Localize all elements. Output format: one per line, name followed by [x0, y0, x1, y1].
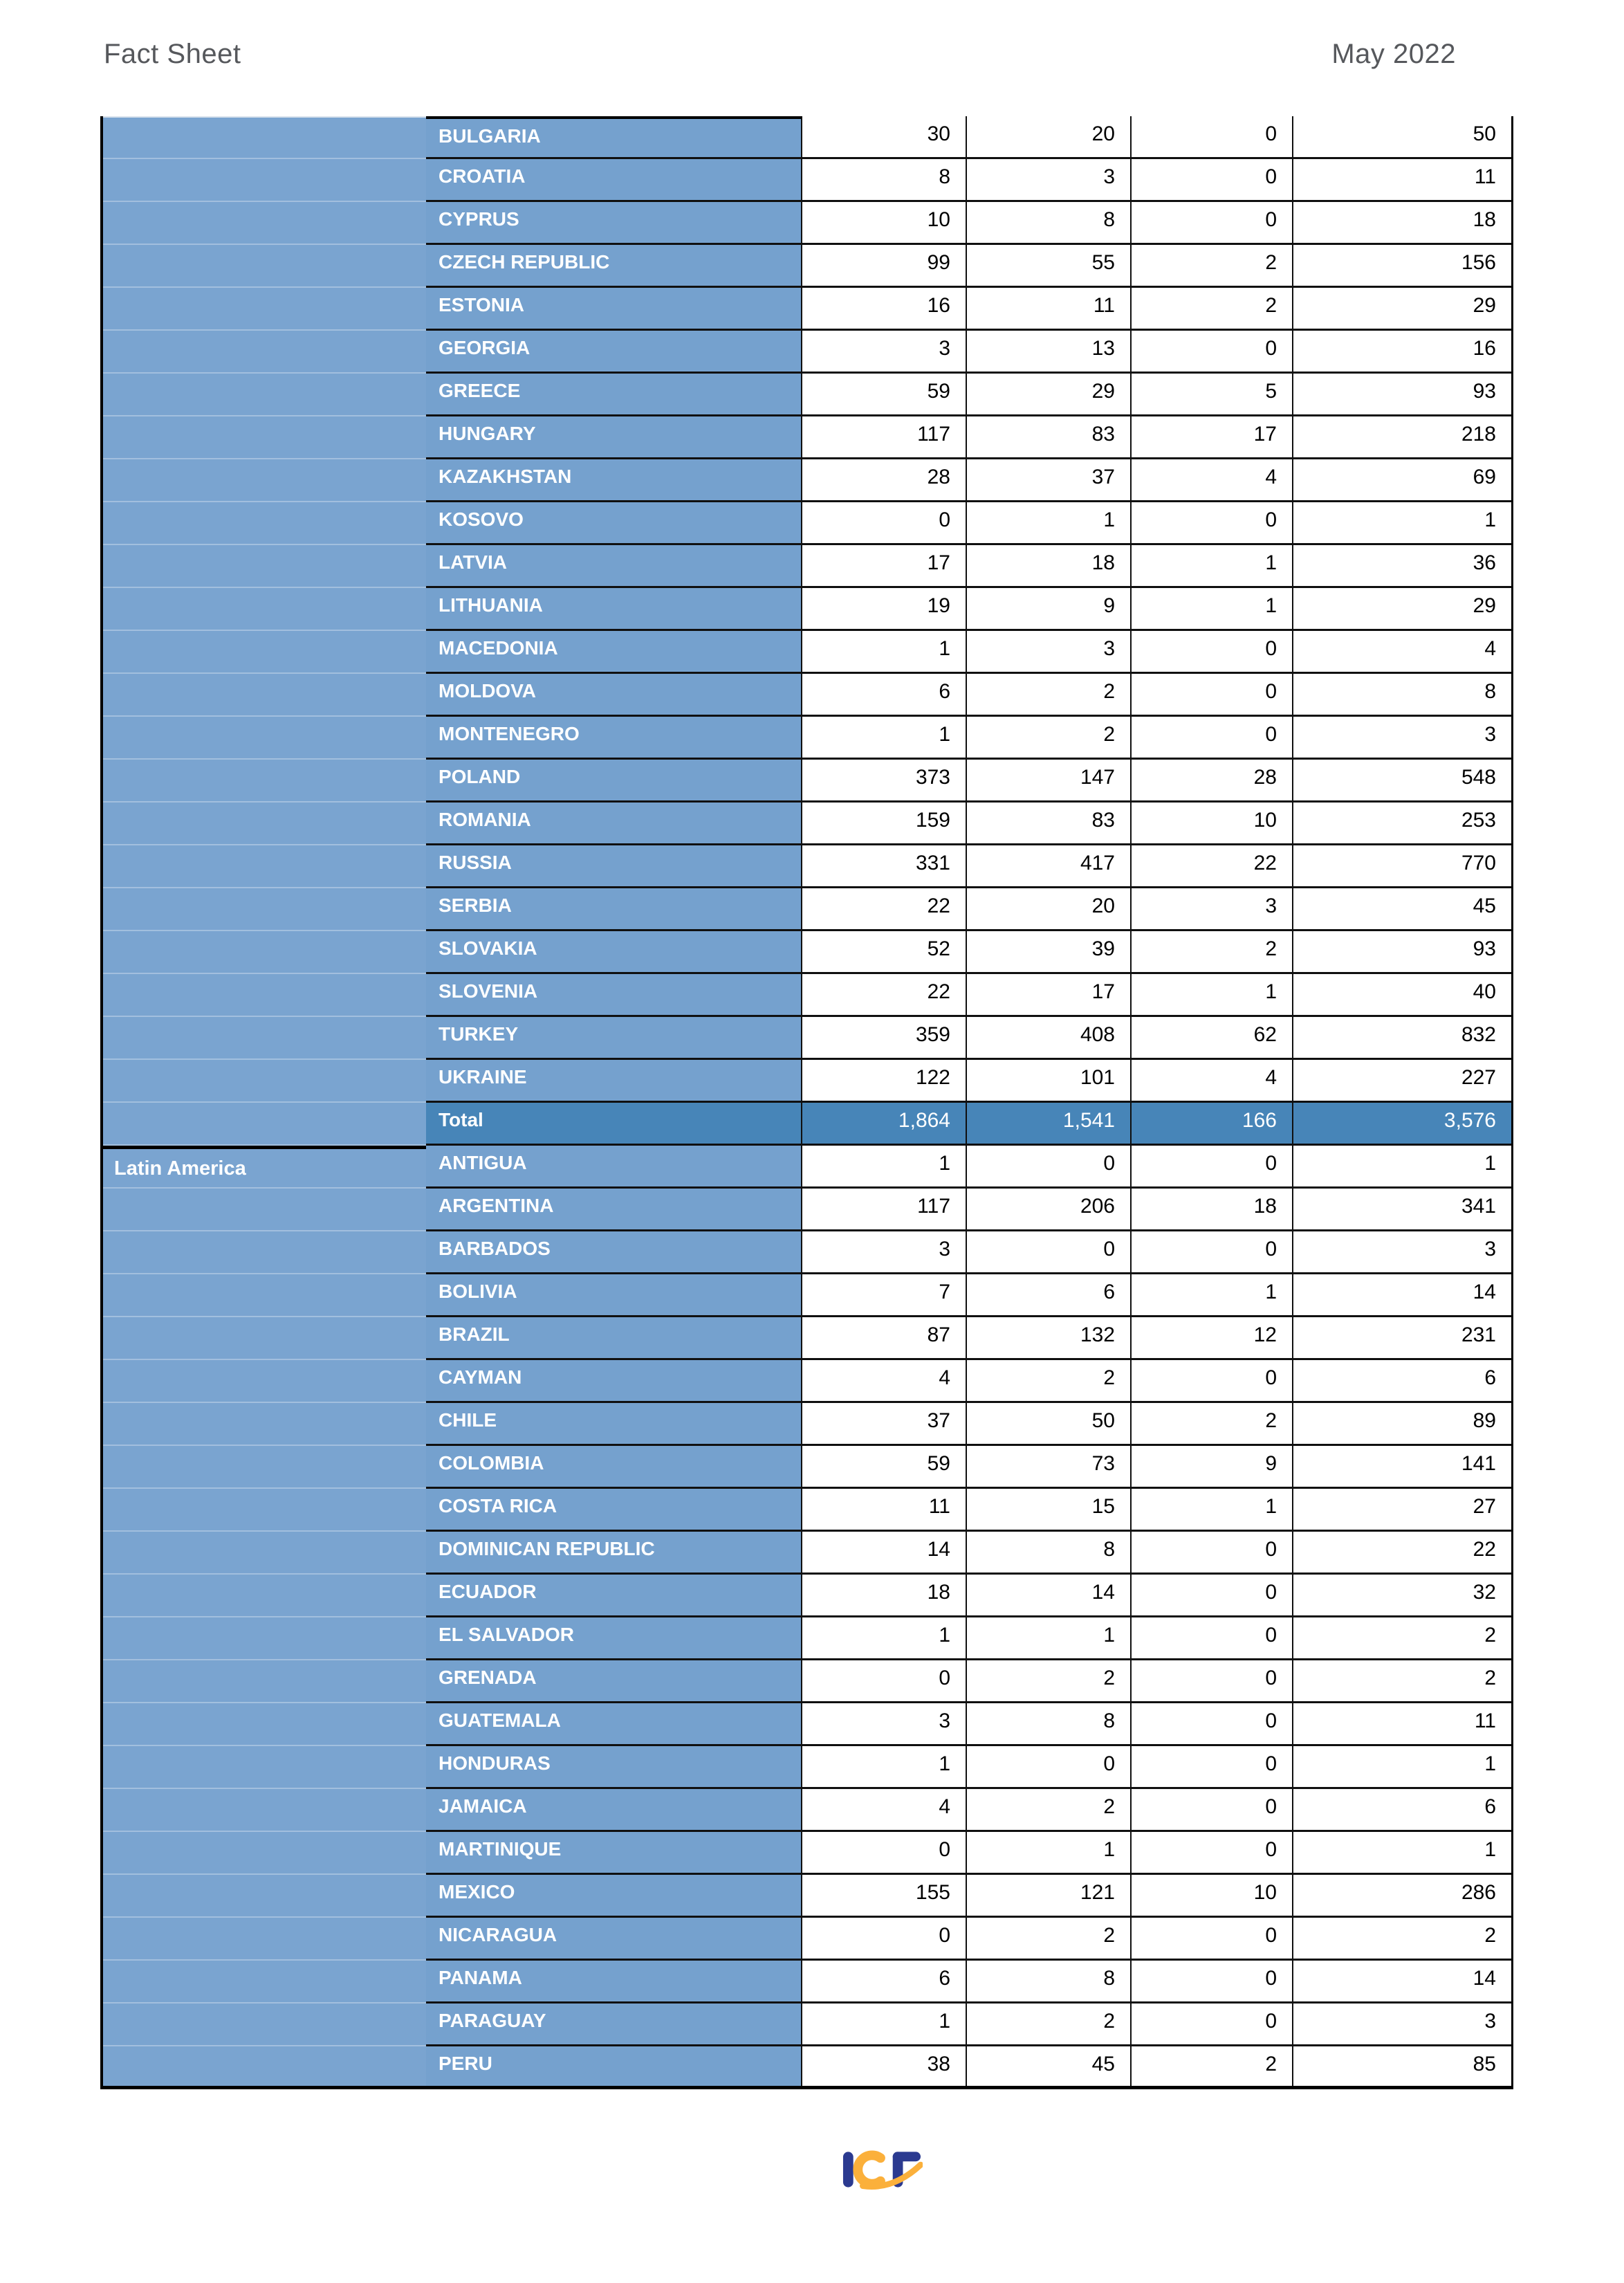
- value-cell: 62: [1132, 1017, 1293, 1058]
- value-cell: 1: [1293, 1832, 1511, 1873]
- value-cell: 45: [1293, 888, 1511, 929]
- logo-letter-i: [843, 2152, 853, 2187]
- value-cell: 408: [967, 1017, 1132, 1058]
- value-cell: 1: [802, 2004, 967, 2044]
- country-cell: NICARAGUA: [426, 1918, 802, 1959]
- value-cell: 2: [967, 674, 1132, 715]
- value-cell: 13: [967, 331, 1132, 372]
- value-cell: 1: [1132, 974, 1293, 1015]
- table-row: [426, 1875, 1511, 1918]
- table-row: [426, 760, 1511, 803]
- value-cell: 22: [1293, 1532, 1511, 1573]
- value-cell: 2: [967, 1360, 1132, 1401]
- table-row: [426, 717, 1511, 760]
- value-cell: 2: [1132, 288, 1293, 329]
- value-cell: 89: [1293, 1403, 1511, 1444]
- value-cell: 417: [967, 845, 1132, 886]
- value-cell: 8: [967, 1961, 1132, 2001]
- value-cell: 0: [967, 1746, 1132, 1787]
- value-cell: 0: [1132, 1746, 1293, 1787]
- value-cell: 0: [1132, 1617, 1293, 1658]
- country-cell: KOSOVO: [426, 502, 802, 543]
- country-cell: HONDURAS: [426, 1746, 802, 1787]
- value-cell: 19: [802, 588, 967, 629]
- value-cell: 1: [1132, 1274, 1293, 1315]
- value-cell: 0: [1132, 502, 1293, 543]
- value-cell: 30: [802, 116, 967, 157]
- value-cell: 45: [967, 2046, 1132, 2086]
- value-cell: 59: [802, 1446, 967, 1487]
- value-cell: 6: [967, 1274, 1132, 1315]
- table-row: [426, 245, 1511, 288]
- country-cell: PARAGUAY: [426, 2004, 802, 2044]
- value-cell: 206: [967, 1189, 1132, 1229]
- value-cell: 218: [1293, 416, 1511, 457]
- value-cell: 1: [967, 1832, 1132, 1873]
- value-cell: 29: [1293, 288, 1511, 329]
- value-cell: 37: [967, 459, 1132, 500]
- country-cell: SLOVENIA: [426, 974, 802, 1015]
- value-cell: 3,576: [1293, 1103, 1511, 1144]
- value-cell: 2: [967, 2004, 1132, 2044]
- table-row: [426, 1017, 1511, 1060]
- value-cell: 2: [1132, 931, 1293, 972]
- value-cell: 83: [967, 416, 1132, 457]
- table-row: [426, 159, 1511, 202]
- country-cell: EL SALVADOR: [426, 1617, 802, 1658]
- value-cell: 36: [1293, 545, 1511, 586]
- value-cell: 1: [1293, 502, 1511, 543]
- value-cell: 32: [1293, 1575, 1511, 1615]
- value-cell: 1: [967, 1617, 1132, 1658]
- table-row: [426, 931, 1511, 974]
- country-cell: Total: [426, 1103, 802, 1144]
- value-cell: 132: [967, 1317, 1132, 1358]
- value-cell: 22: [1132, 845, 1293, 886]
- page-title: Fact Sheet: [104, 39, 241, 69]
- country-cell: RUSSIA: [426, 845, 802, 886]
- region-cell-latin-america: [103, 1146, 426, 2089]
- page-date: May 2022: [1331, 39, 1456, 69]
- value-cell: 3: [802, 1703, 967, 1744]
- country-cell: UKRAINE: [426, 1060, 802, 1101]
- value-cell: 6: [1293, 1360, 1511, 1401]
- value-cell: 101: [967, 1060, 1132, 1101]
- value-cell: 1: [802, 717, 967, 758]
- value-cell: 12: [1132, 1317, 1293, 1358]
- country-table: [100, 116, 1513, 2089]
- table-row: [426, 1146, 1511, 1189]
- value-cell: 2: [967, 1918, 1132, 1959]
- table-row: [426, 1961, 1511, 2004]
- table-row: [426, 1832, 1511, 1875]
- value-cell: 147: [967, 760, 1132, 800]
- table-row: [426, 588, 1511, 631]
- country-cell: HUNGARY: [426, 416, 802, 457]
- table-row: [426, 116, 1511, 159]
- country-cell: CROATIA: [426, 159, 802, 200]
- value-cell: 1: [802, 631, 967, 672]
- region-cell-europe: [103, 116, 426, 1146]
- value-cell: 28: [1132, 760, 1293, 800]
- country-cell: LATVIA: [426, 545, 802, 586]
- value-cell: 0: [1132, 1961, 1293, 2001]
- value-cell: 4: [802, 1789, 967, 1830]
- value-cell: 832: [1293, 1017, 1511, 1058]
- value-cell: 359: [802, 1017, 967, 1058]
- value-cell: 11: [802, 1489, 967, 1530]
- value-cell: 6: [1293, 1789, 1511, 1830]
- value-cell: 286: [1293, 1875, 1511, 1916]
- country-cell: POLAND: [426, 760, 802, 800]
- value-cell: 50: [1293, 116, 1511, 157]
- table-row: [426, 374, 1511, 416]
- table-row: [426, 1189, 1511, 1231]
- table-row: [426, 1660, 1511, 1703]
- value-cell: 17: [802, 545, 967, 586]
- country-cell: BARBADOS: [426, 1231, 802, 1272]
- table-row: [426, 803, 1511, 845]
- value-cell: 141: [1293, 1446, 1511, 1487]
- table-row: [426, 974, 1511, 1017]
- value-cell: 8: [967, 1703, 1132, 1744]
- country-cell: CYPRUS: [426, 202, 802, 243]
- value-cell: 122: [802, 1060, 967, 1101]
- value-cell: 28: [802, 459, 967, 500]
- table-row-total: [426, 1103, 1511, 1146]
- country-cell: BRAZIL: [426, 1317, 802, 1358]
- value-cell: 18: [1293, 202, 1511, 243]
- value-cell: 59: [802, 374, 967, 414]
- value-cell: 20: [967, 116, 1132, 157]
- value-cell: 37: [802, 1403, 967, 1444]
- value-cell: 10: [1132, 803, 1293, 843]
- value-cell: 1: [1293, 1146, 1511, 1186]
- value-cell: 29: [967, 374, 1132, 414]
- value-cell: 29: [1293, 588, 1511, 629]
- table-row: [426, 1575, 1511, 1617]
- country-cell: ARGENTINA: [426, 1189, 802, 1229]
- value-cell: 18: [1132, 1189, 1293, 1229]
- table-row: [426, 845, 1511, 888]
- logo-letter-c: [858, 2155, 880, 2183]
- region-label: Latin America: [114, 1157, 246, 1180]
- logo-letter-f-bar: [893, 2152, 921, 2161]
- value-cell: 1: [1132, 1489, 1293, 1530]
- value-cell: 0: [802, 1918, 967, 1959]
- value-cell: 11: [1293, 1703, 1511, 1744]
- table-row: [426, 1446, 1511, 1489]
- value-cell: 83: [967, 803, 1132, 843]
- value-cell: 4: [1293, 631, 1511, 672]
- value-cell: 331: [802, 845, 967, 886]
- country-cell: DOMINICAN REPUBLIC: [426, 1532, 802, 1573]
- value-cell: 0: [1132, 1832, 1293, 1873]
- value-cell: 22: [802, 974, 967, 1015]
- country-cell: BULGARIA: [426, 116, 802, 157]
- value-cell: 2: [1132, 1403, 1293, 1444]
- value-cell: 2: [1132, 2046, 1293, 2086]
- country-cell: GEORGIA: [426, 331, 802, 372]
- country-cell: PERU: [426, 2046, 802, 2086]
- value-cell: 18: [967, 545, 1132, 586]
- table-row: [426, 674, 1511, 717]
- table-row: [426, 331, 1511, 374]
- value-cell: 99: [802, 245, 967, 286]
- country-cell: SERBIA: [426, 888, 802, 929]
- table-row: [426, 1489, 1511, 1532]
- region-column: [100, 116, 426, 2089]
- table-row: [426, 1231, 1511, 1274]
- table-row: [426, 1746, 1511, 1789]
- value-cell: 117: [802, 416, 967, 457]
- value-cell: 9: [967, 588, 1132, 629]
- value-cell: 2: [967, 717, 1132, 758]
- value-cell: 341: [1293, 1189, 1511, 1229]
- value-cell: 85: [1293, 2046, 1511, 2086]
- table-row: [426, 202, 1511, 245]
- value-cell: 38: [802, 2046, 967, 2086]
- country-cell: MONTENEGRO: [426, 717, 802, 758]
- table-row: [426, 1274, 1511, 1317]
- value-cell: 227: [1293, 1060, 1511, 1101]
- value-cell: 166: [1132, 1103, 1293, 1144]
- value-cell: 11: [1293, 159, 1511, 200]
- value-cell: 22: [802, 888, 967, 929]
- value-cell: 6: [802, 1961, 967, 2001]
- country-cell: ANTIGUA: [426, 1146, 802, 1186]
- value-cell: 52: [802, 931, 967, 972]
- country-cell: MARTINIQUE: [426, 1832, 802, 1873]
- table-row: [426, 2046, 1511, 2089]
- value-cell: 1: [1132, 545, 1293, 586]
- value-cell: 3: [1293, 717, 1511, 758]
- table-row: [426, 1060, 1511, 1103]
- country-cell: TURKEY: [426, 1017, 802, 1058]
- value-cell: 0: [1132, 331, 1293, 372]
- icf-logo: [841, 2149, 923, 2190]
- country-cell: MOLDOVA: [426, 674, 802, 715]
- country-cell: CHILE: [426, 1403, 802, 1444]
- value-cell: 3: [1293, 1231, 1511, 1272]
- country-cell: MACEDONIA: [426, 631, 802, 672]
- value-cell: 3: [802, 1231, 967, 1272]
- value-cell: 17: [1132, 416, 1293, 457]
- value-cell: 0: [1132, 1918, 1293, 1959]
- value-cell: 2: [1132, 245, 1293, 286]
- value-cell: 73: [967, 1446, 1132, 1487]
- value-cell: 3: [967, 631, 1132, 672]
- value-cell: 0: [1132, 159, 1293, 200]
- value-cell: 14: [967, 1575, 1132, 1615]
- value-cell: 0: [1132, 2004, 1293, 2044]
- value-cell: 55: [967, 245, 1132, 286]
- country-cell: JAMAICA: [426, 1789, 802, 1830]
- value-cell: 17: [967, 974, 1132, 1015]
- value-cell: 15: [967, 1489, 1132, 1530]
- table-row: [426, 1317, 1511, 1360]
- value-cell: 0: [1132, 717, 1293, 758]
- country-cell: CZECH REPUBLIC: [426, 245, 802, 286]
- value-cell: 87: [802, 1317, 967, 1358]
- country-cell: GREECE: [426, 374, 802, 414]
- value-cell: 2: [1293, 1617, 1511, 1658]
- value-cell: 253: [1293, 803, 1511, 843]
- value-cell: 0: [1132, 1146, 1293, 1186]
- value-cell: 2: [967, 1789, 1132, 1830]
- value-cell: 159: [802, 803, 967, 843]
- value-cell: 40: [1293, 974, 1511, 1015]
- value-cell: 14: [1293, 1961, 1511, 2001]
- value-cell: 117: [802, 1189, 967, 1229]
- value-cell: 9: [1132, 1446, 1293, 1487]
- value-cell: 4: [802, 1360, 967, 1401]
- value-cell: 0: [1132, 1532, 1293, 1573]
- value-cell: 1: [1132, 588, 1293, 629]
- table-row: [426, 2004, 1511, 2046]
- value-cell: 10: [1132, 1875, 1293, 1916]
- value-cell: 3: [1293, 2004, 1511, 2044]
- value-cell: 16: [802, 288, 967, 329]
- table-row: [426, 1360, 1511, 1403]
- value-cell: 18: [802, 1575, 967, 1615]
- value-cell: 27: [1293, 1489, 1511, 1530]
- value-cell: 69: [1293, 459, 1511, 500]
- value-cell: 4: [1132, 1060, 1293, 1101]
- country-cell: SLOVAKIA: [426, 931, 802, 972]
- country-cell: COLOMBIA: [426, 1446, 802, 1487]
- value-cell: 93: [1293, 931, 1511, 972]
- value-cell: 39: [967, 931, 1132, 972]
- table-row: [426, 1918, 1511, 1961]
- value-cell: 1,541: [967, 1103, 1132, 1144]
- value-cell: 5: [1132, 374, 1293, 414]
- value-cell: 16: [1293, 331, 1511, 372]
- country-cell: LITHUANIA: [426, 588, 802, 629]
- value-cell: 0: [802, 1832, 967, 1873]
- table-row: [426, 1617, 1511, 1660]
- value-cell: 2: [1293, 1918, 1511, 1959]
- value-cell: 11: [967, 288, 1132, 329]
- value-cell: 0: [967, 1231, 1132, 1272]
- value-cell: 3: [967, 159, 1132, 200]
- value-cell: 770: [1293, 845, 1511, 886]
- value-cell: 1: [967, 502, 1132, 543]
- value-cell: 2: [967, 1660, 1132, 1701]
- value-cell: 50: [967, 1403, 1132, 1444]
- value-cell: 8: [967, 1532, 1132, 1573]
- value-cell: 0: [1132, 674, 1293, 715]
- country-cell: COSTA RICA: [426, 1489, 802, 1530]
- value-cell: 155: [802, 1875, 967, 1916]
- value-cell: 0: [802, 502, 967, 543]
- value-cell: 0: [1132, 1703, 1293, 1744]
- value-cell: 0: [1132, 1789, 1293, 1830]
- country-cell: BOLIVIA: [426, 1274, 802, 1315]
- country-cell: ECUADOR: [426, 1575, 802, 1615]
- table-rows: [426, 116, 1513, 2089]
- value-cell: 1,864: [802, 1103, 967, 1144]
- table-row: [426, 1789, 1511, 1832]
- value-cell: 8: [967, 202, 1132, 243]
- table-row: [426, 888, 1511, 931]
- country-cell: GUATEMALA: [426, 1703, 802, 1744]
- value-cell: 1: [1293, 1746, 1511, 1787]
- value-cell: 0: [1132, 202, 1293, 243]
- value-cell: 231: [1293, 1317, 1511, 1358]
- table-row: [426, 545, 1511, 588]
- value-cell: 6: [802, 674, 967, 715]
- value-cell: 93: [1293, 374, 1511, 414]
- country-cell: CAYMAN: [426, 1360, 802, 1401]
- value-cell: 4: [1132, 459, 1293, 500]
- country-cell: PANAMA: [426, 1961, 802, 2001]
- country-cell: KAZAKHSTAN: [426, 459, 802, 500]
- country-cell: GRENADA: [426, 1660, 802, 1701]
- table-row: [426, 416, 1511, 459]
- value-cell: 14: [802, 1532, 967, 1573]
- table-row: [426, 1403, 1511, 1446]
- value-cell: 156: [1293, 245, 1511, 286]
- table-row: [426, 502, 1511, 545]
- table-row: [426, 1703, 1511, 1746]
- value-cell: 14: [1293, 1274, 1511, 1315]
- value-cell: 548: [1293, 760, 1511, 800]
- value-cell: 0: [1132, 1575, 1293, 1615]
- value-cell: 10: [802, 202, 967, 243]
- table-row: [426, 1532, 1511, 1575]
- value-cell: 3: [802, 331, 967, 372]
- value-cell: 0: [967, 1146, 1132, 1186]
- value-cell: 373: [802, 760, 967, 800]
- value-cell: 7: [802, 1274, 967, 1315]
- table-row: [426, 288, 1511, 331]
- value-cell: 20: [967, 888, 1132, 929]
- value-cell: 0: [1132, 1231, 1293, 1272]
- value-cell: 8: [802, 159, 967, 200]
- value-cell: 8: [1293, 674, 1511, 715]
- value-cell: 0: [1132, 1660, 1293, 1701]
- value-cell: 121: [967, 1875, 1132, 1916]
- country-cell: MEXICO: [426, 1875, 802, 1916]
- value-cell: 1: [802, 1746, 967, 1787]
- table-row: [426, 459, 1511, 502]
- value-cell: 1: [802, 1617, 967, 1658]
- value-cell: 2: [1293, 1660, 1511, 1701]
- value-cell: 3: [1132, 888, 1293, 929]
- value-cell: 0: [802, 1660, 967, 1701]
- value-cell: 0: [1132, 1360, 1293, 1401]
- country-cell: ROMANIA: [426, 803, 802, 843]
- value-cell: 0: [1132, 116, 1293, 157]
- value-cell: 1: [802, 1146, 967, 1186]
- value-cell: 0: [1132, 631, 1293, 672]
- country-cell: ESTONIA: [426, 288, 802, 329]
- table-row: [426, 631, 1511, 674]
